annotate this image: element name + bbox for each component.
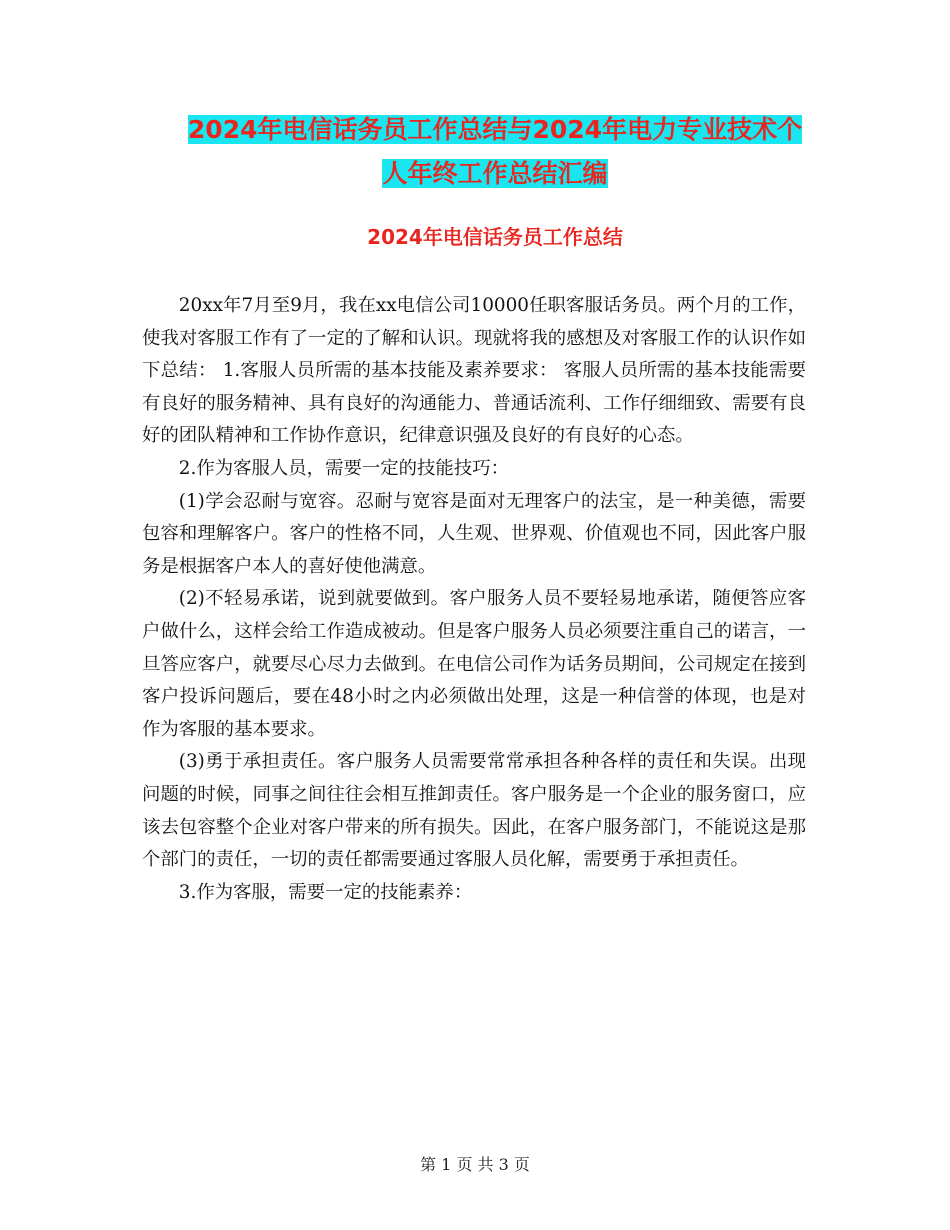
paragraph: (2)不轻易承诺，说到就要做到。客户服务人员不要轻易地承诺，随便答应客户做什么，这样会给工作造成被动。但是客户服务人员必须要注重自己的诺言，一旦答应客户，就要尽心尽力去做到。在电信公司作为话务员期间，公司规定在接到客户投诉问题后，要在48小时之内必须做出处理，这是一种信誉的体现，也是对作为客服的基本要求。 (142, 588, 806, 740)
body-text (142, 290, 806, 909)
paragraph: (1)学会忍耐与宽容。忍耐与宽容是面对无理客户的法宝，是一种美德，需要包容和理解客户。客户的性格不同，人生观、世界观、价值观也不同，因此客户服务是根据客户本人的喜好使他满意。 (142, 490, 806, 577)
paragraph: 3.作为客服，需要一定的技能素养： (178, 881, 473, 903)
paragraph: 20xx年7月至9月，我在xx电信公司10000任职客服话务员。两个月的工作，使我对客服工作有了一定的了解和认识。现就将我的感想及对客服工作的认识作如下总结： 1.客服人员所需的基本技能及素养要求： 客服人员所需的基本技能需要有良好的服务精神、具有良好的沟通能力、普通话流利、工作仔细细致、需要有良好的团队精神和工作协作意识，纪律意识强及良好的有良好的心态。 (142, 295, 806, 447)
paragraph: (3)勇于承担责任。客户服务人员需要常常承担各种各样的责任和失误。出现问题的时候，同事之间往往会相互推卸责任。客户服务是一个企业的服务窗口，应该去包容整个企业对客户带来的所有损失。因此，在客户服务部门，不能说这是那个部门的责任，一切的责任都需要通过客服人员化解，需要勇于承担责任。 (142, 751, 806, 871)
section-title: 2024年电信话务员工作总结 (367, 225, 623, 249)
title-highlight-1: 2024年电信话务员工作总结与2024年电力专业技术个 (187, 115, 803, 144)
paragraph: 2.作为客服人员，需要一定的技能技巧： (178, 457, 509, 479)
document-title-line2 (140, 152, 850, 196)
title-highlight-2: 人年终工作总结汇编 (382, 159, 608, 188)
document-title-line1 (140, 108, 850, 152)
page-footer: 第 1 页 共 3 页 (420, 1155, 530, 1174)
